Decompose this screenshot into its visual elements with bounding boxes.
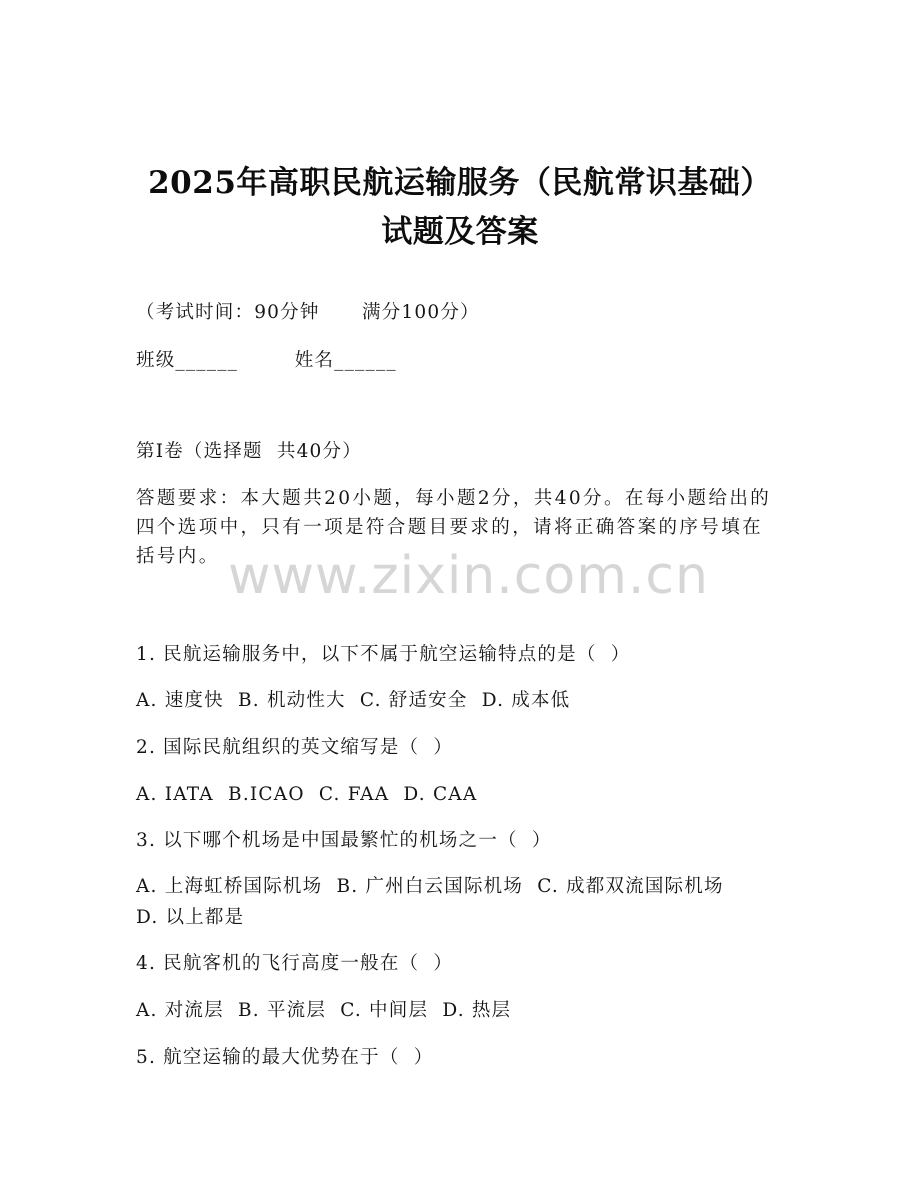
question-3-options-continued: D. 以上都是 (136, 907, 245, 928)
question-2-options: A. IATA B.ICAO C. FAA D. CAA (136, 784, 478, 805)
question-2-stem: 2. 国际民航组织的英文缩写是（ ） (136, 737, 454, 758)
question-1-options: A. 速度快 B. 机动性大 C. 舒适安全 D. 成本低 (136, 690, 571, 711)
document-title-line-2: 试题及答案 (381, 214, 539, 250)
question-3-stem: 3. 以下哪个机场是中国最繁忙的机场之一（ ） (136, 830, 552, 851)
watermark-text: www.zixin.com.cn (228, 546, 709, 606)
question-1-stem: 1. 民航运输服务中，以下不属于航空运输特点的是（ ） (136, 644, 631, 665)
exam-info: （考试时间：90分钟 满分100分） (136, 302, 480, 323)
section-header: 第I卷（选择题 共40分） (136, 441, 362, 462)
document-title-line-1: 2025年高职民航运输服务（民航常识基础） (148, 165, 772, 201)
question-5-stem: 5. 航空运输的最大优势在于（ ） (136, 1047, 434, 1068)
question-4-stem: 4. 民航客机的飞行高度一般在（ ） (136, 953, 454, 974)
question-4-options: A. 对流层 B. 平流层 C. 中间层 D. 热层 (136, 1000, 512, 1021)
instructions-paragraph: 答题要求：本大题共20小题，每小题2分，共40分。在每小题给出的四个选项中，只有一项是符合题目要求的，请将正确答案的序号填在括号内。 (136, 488, 772, 567)
question-3-options: A. 上海虹桥国际机场 B. 广州白云国际机场 C. 成都双流国际机场 (136, 876, 724, 897)
class-name-fields: 班级______ 姓名______ (136, 350, 397, 371)
